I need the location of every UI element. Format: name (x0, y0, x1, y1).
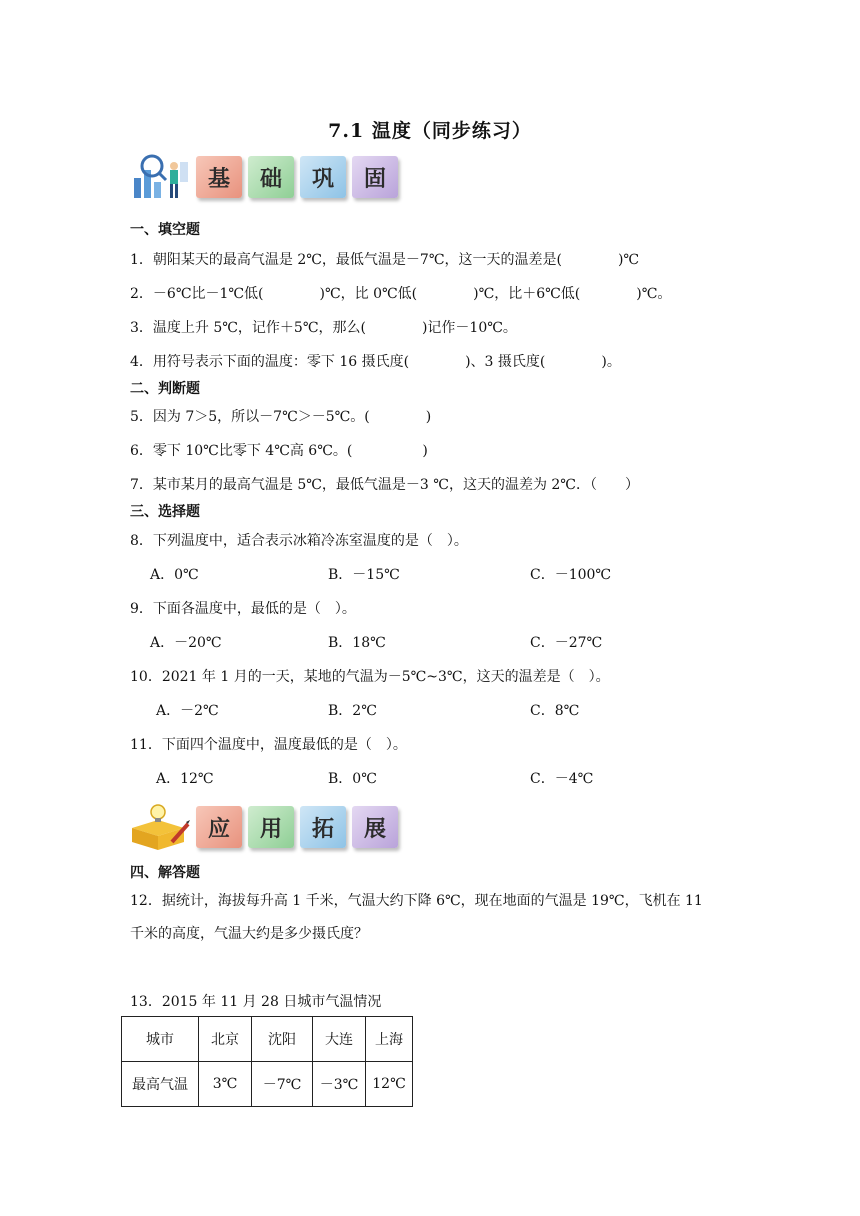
question-8: 8．下列温度中，适合表示冰箱冷冻室温度的是（ ）。 (130, 533, 468, 549)
section-true-false: 二、判断题 (130, 381, 200, 397)
section-choice: 三、选择题 (130, 504, 200, 520)
question-12-line-1: 12．据统计，海拔每升高 1 千米，气温大约下降 6℃，现在地面的气温是 19℃，飞机在 11 (130, 893, 703, 909)
q11-option-a: A．12℃ (156, 771, 214, 787)
table-header-cell: 城市 (122, 1017, 199, 1062)
lightbulb-box-icon (128, 802, 190, 852)
q9-option-a: A．－20℃ (150, 635, 222, 651)
table-row (122, 1017, 413, 1062)
table-cell: －3℃ (313, 1062, 366, 1107)
question-7: 7．某市某月的最高气温是 5℃，最低气温是－3 ℃，这天的温差为 2℃．（ ） (130, 477, 639, 493)
banner2-char-3: 拓 (300, 806, 346, 848)
question-9: 9．下面各温度中，最低的是（ ）。 (130, 601, 356, 617)
table-header-cell: 大连 (313, 1017, 366, 1062)
table-row (122, 1062, 413, 1107)
question-1: 1．朝阳某天的最高气温是 2℃，最低气温是－7℃，这一天的温差是( )℃ (130, 252, 640, 268)
question-6: 6．零下 10℃比零下 4℃高 6℃。( ) (130, 443, 428, 459)
banner-char-4: 固 (352, 156, 398, 198)
city-temperature-table (121, 1016, 413, 1107)
page-title: 7.1 温度（同步练习） (328, 120, 532, 142)
table-cell: 3℃ (199, 1062, 252, 1107)
table-cell: －7℃ (252, 1062, 313, 1107)
q10-option-a: A．－2℃ (156, 703, 219, 719)
banner-application-extension (128, 802, 404, 852)
banner2-char-1: 应 (196, 806, 242, 848)
q8-option-b: B．－15℃ (328, 567, 400, 583)
banner-basic-consolidation (128, 152, 404, 202)
banner-char-3: 巩 (300, 156, 346, 198)
banner2-char-2: 用 (248, 806, 294, 848)
question-2: 2．－6℃比－1℃低( )℃，比 0℃低( )℃，比＋6℃低( )℃。 (130, 286, 672, 302)
question-5: 5．因为 7＞5，所以－7℃＞－5℃。( ) (130, 409, 432, 425)
q9-option-b: B．18℃ (328, 635, 386, 651)
section-solve: 四、解答题 (130, 865, 200, 881)
q10-option-c: C．8℃ (530, 703, 580, 719)
banner2-char-4: 展 (352, 806, 398, 848)
table-header-cell: 沈阳 (252, 1017, 313, 1062)
question-13: 13．2015 年 11 月 28 日城市气温情况 (130, 994, 382, 1010)
section-fill-blank: 一、填空题 (130, 222, 200, 238)
table-cell: 最高气温 (122, 1062, 199, 1107)
q11-option-c: C．－4℃ (530, 771, 594, 787)
question-3: 3．温度上升 5℃，记作＋5℃，那么( )记作－10℃。 (130, 320, 517, 336)
question-12-line-2: 千米的高度，气温大约是多少摄氏度？ (130, 926, 368, 942)
q10-option-b: B．2℃ (328, 703, 377, 719)
question-10: 10．2021 年 1 月的一天，某地的气温为－5℃~3℃，这天的温差是（ ）。 (130, 669, 610, 685)
q8-option-c: C．－100℃ (530, 567, 612, 583)
q11-option-b: B．0℃ (328, 771, 377, 787)
banner-char-1: 基 (196, 156, 242, 198)
question-4: 4．用符号表示下面的温度：零下 16 摄氏度( )、3 摄氏度( )。 (130, 354, 621, 370)
q9-option-c: C．－27℃ (530, 635, 603, 651)
magnifier-chart-icon (128, 152, 190, 202)
table-cell: 12℃ (366, 1062, 413, 1107)
banner-char-2: 础 (248, 156, 294, 198)
table-header-cell: 上海 (366, 1017, 413, 1062)
q8-option-a: A．0℃ (150, 567, 199, 583)
table-header-cell: 北京 (199, 1017, 252, 1062)
question-11: 11．下面四个温度中，温度最低的是（ ）。 (130, 737, 407, 753)
